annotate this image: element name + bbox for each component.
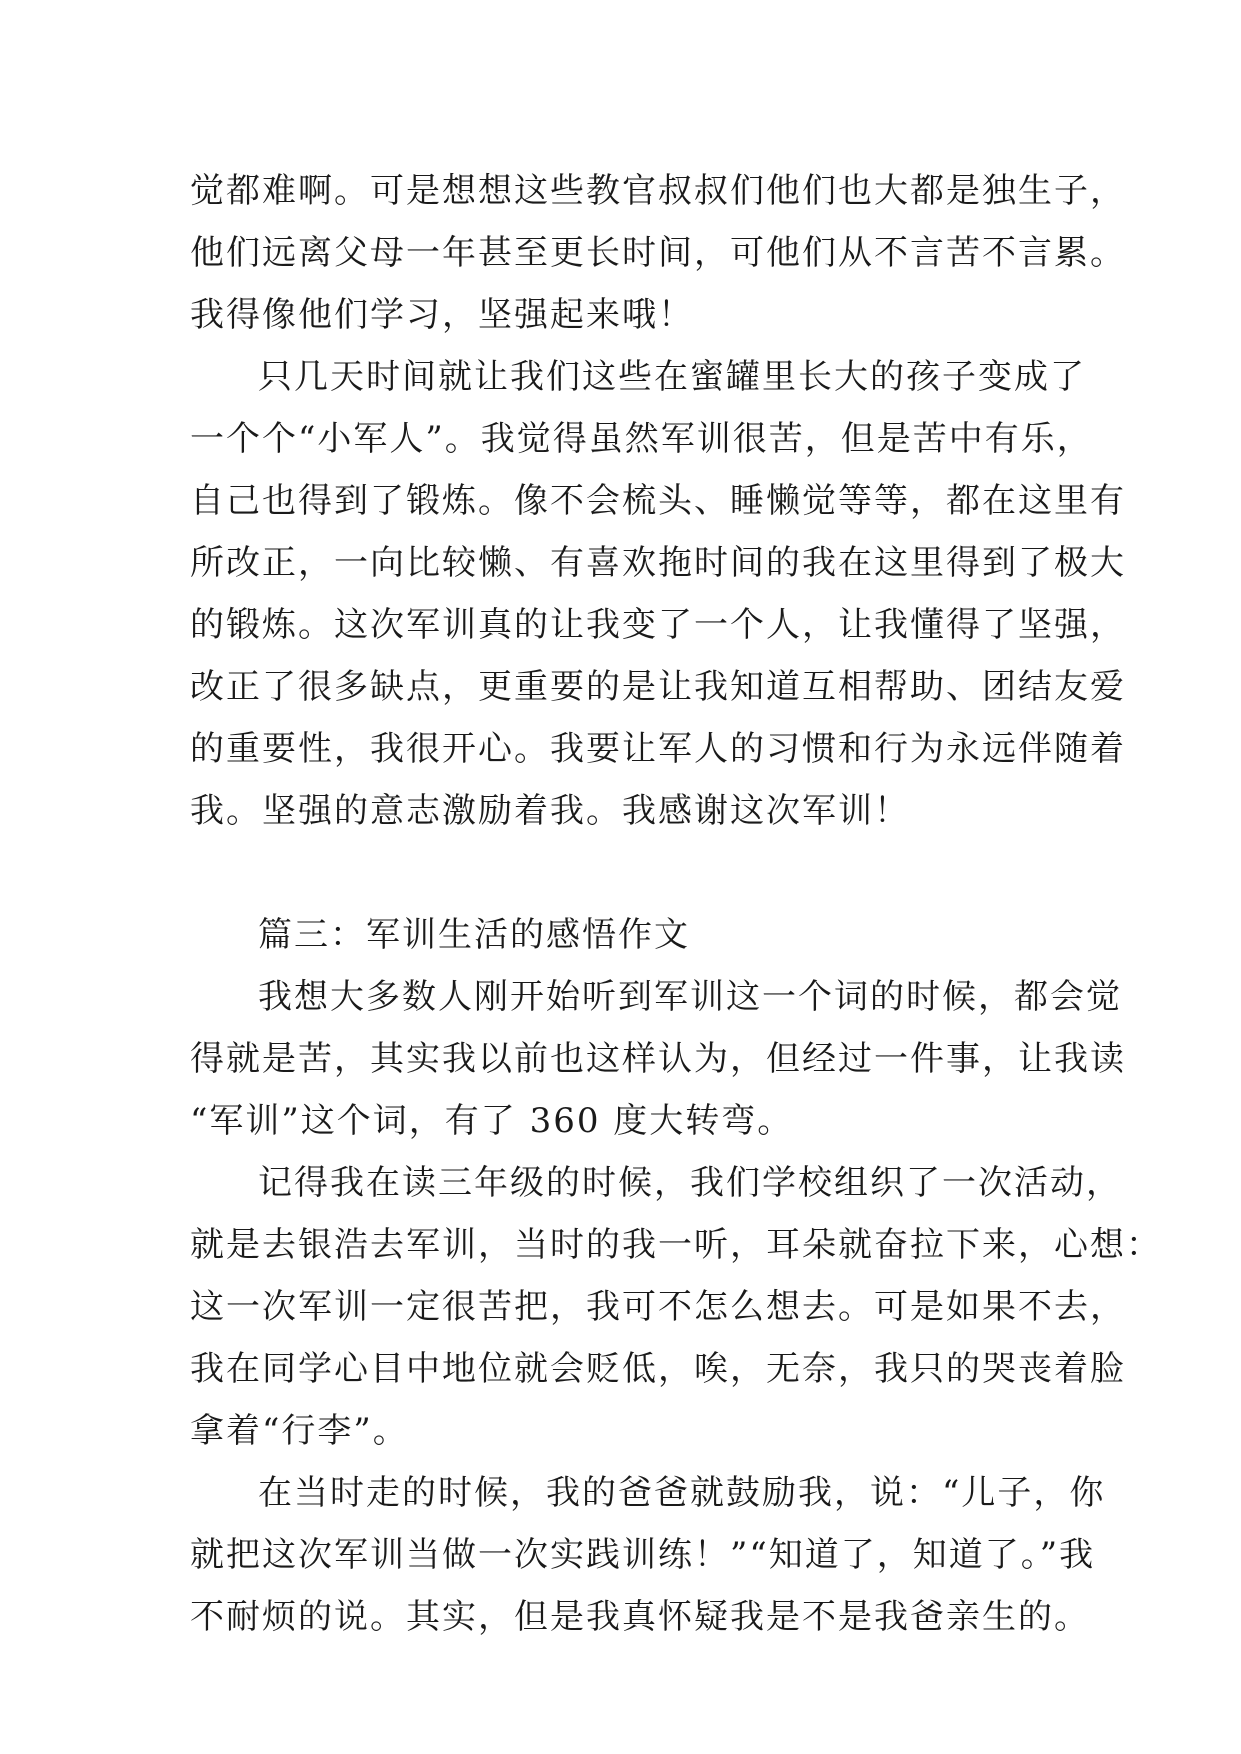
text-line: 不耐烦的说。其实，但是我真怀疑我是不是我爸亲生的。 [190, 1597, 1090, 1637]
text-line: 觉都难啊。可是想想这些教官叔叔们他们也大都是独生子， [190, 171, 1126, 211]
document-body [190, 160, 1162, 1648]
text-line: 的锻炼。这次军训真的让我变了一个人，让我懂得了坚强， [190, 605, 1126, 645]
text-line: 的重要性，我很开心。我要让军人的习惯和行为永远伴随着 [190, 729, 1126, 769]
paragraph-start-line: 在当时走的时候，我的爸爸就鼓励我，说：“儿子，你 [258, 1473, 1106, 1513]
section-heading: 篇三：军训生活的感悟作文 [258, 915, 690, 955]
text-line: 就把这次军训当做一次实践训练！”“知道了，知道了。”我 [190, 1535, 1096, 1575]
paragraph-start-line: 记得我在读三年级的时候，我们学校组织了一次活动， [258, 1163, 1122, 1203]
text-line: 拿着“行李”。 [190, 1411, 409, 1451]
text-line: 这一次军训一定很苦把，我可不怎么想去。可是如果不去， [190, 1287, 1126, 1327]
text-line: 一个个“小军人”。我觉得虽然军训很苦，但是苦中有乐， [190, 419, 1093, 459]
text-line: “军训”这个词，有了 360 度大转弯。 [190, 1101, 794, 1141]
text-line: 就是去银浩去军训，当时的我一听，耳朵就奋拉下来，心想： [190, 1225, 1162, 1265]
text-line: 我。坚强的意志激励着我。我感谢这次军训！ [190, 791, 910, 831]
paragraph-start-line: 只几天时间就让我们这些在蜜罐里长大的孩子变成了 [258, 357, 1086, 397]
paragraph-gap [190, 842, 1070, 904]
text-line: 自己也得到了锻炼。像不会梳头、睡懒觉等等，都在这里有 [190, 481, 1126, 521]
text-line: 他们远离父母一年甚至更长时间，可他们从不言苦不言累。 [190, 233, 1126, 273]
text-line: 我得像他们学习，坚强起来哦！ [190, 295, 694, 335]
text-line: 得就是苦，其实我以前也这样认为，但经过一件事，让我读 [190, 1039, 1126, 1079]
paragraph-start-line: 我想大多数人刚开始听到军训这一个词的时候，都会觉 [258, 977, 1122, 1017]
text-line: 我在同学心目中地位就会贬低，唉，无奈，我只的哭丧着脸 [190, 1349, 1126, 1389]
text-line: 所改正，一向比较懒、有喜欢拖时间的我在这里得到了极大 [190, 543, 1126, 583]
text-line: 改正了很多缺点，更重要的是让我知道互相帮助、团结友爱 [190, 667, 1126, 707]
